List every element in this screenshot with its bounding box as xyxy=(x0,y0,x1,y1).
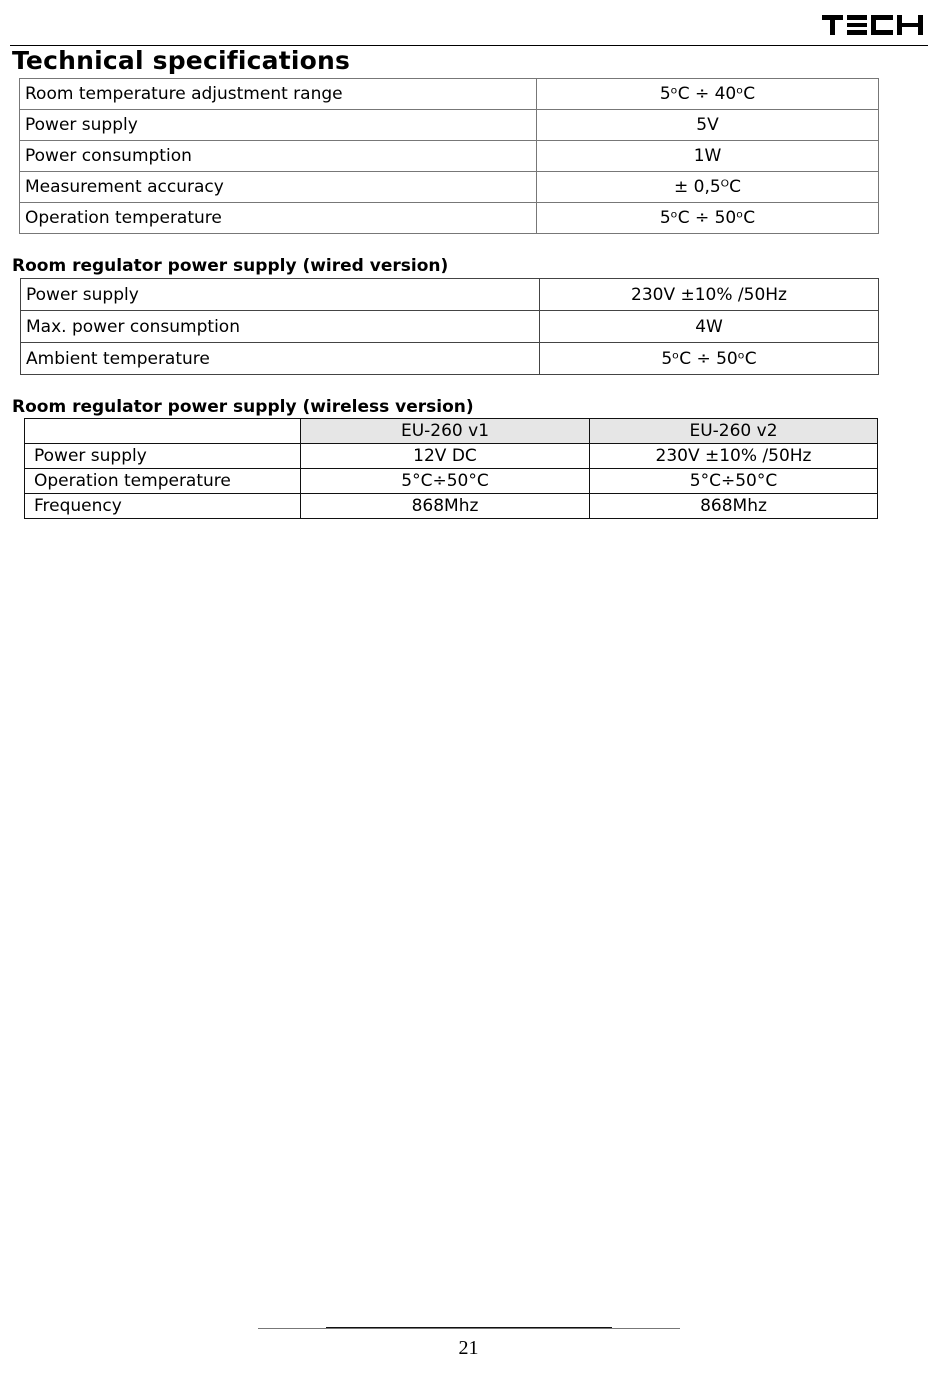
footer-rule-accent xyxy=(326,1327,612,1328)
spec-label: Measurement accuracy xyxy=(20,172,537,203)
column-header-v2: EU-260 v2 xyxy=(590,419,878,444)
wired-section-title: Room regulator power supply (wired version) xyxy=(12,256,449,276)
spec-value-v1: 868Mhz xyxy=(301,494,590,519)
table-row xyxy=(25,494,878,519)
column-header-v1: EU-260 v1 xyxy=(301,419,590,444)
spec-value: 5ᵒC ÷ 50ᵒC xyxy=(537,203,879,234)
page-number: 21 xyxy=(458,1337,479,1359)
table-row xyxy=(25,444,878,469)
spec-label: Power supply xyxy=(20,110,537,141)
spec-value: ± 0,5ᴼC xyxy=(537,172,879,203)
tech-logo xyxy=(822,12,924,38)
spec-value: 5V xyxy=(537,110,879,141)
table-row xyxy=(25,419,878,444)
spec-value: 5ᵒC ÷ 50ᵒC xyxy=(540,343,879,375)
page-title: Technical specifications xyxy=(12,46,351,75)
spec-label: Power consumption xyxy=(20,141,537,172)
wireless-power-table xyxy=(24,418,878,519)
table-row xyxy=(20,203,879,234)
table-row xyxy=(25,469,878,494)
footer-rule xyxy=(258,1328,680,1329)
spec-value: 230V ±10% /50Hz xyxy=(540,279,879,311)
spec-label: Power supply xyxy=(25,444,301,469)
wired-power-table xyxy=(20,278,879,375)
table-row xyxy=(20,172,879,203)
spec-label: Frequency xyxy=(25,494,301,519)
table-row xyxy=(21,311,879,343)
table-row xyxy=(21,343,879,375)
table-row xyxy=(20,141,879,172)
specifications-table xyxy=(19,78,879,234)
column-header-empty xyxy=(25,419,301,444)
spec-value-v2: 5°C÷50°C xyxy=(590,469,878,494)
table-row xyxy=(21,279,879,311)
table-row xyxy=(20,79,879,110)
spec-value-v1: 12V DC xyxy=(301,444,590,469)
spec-value: 1W xyxy=(537,141,879,172)
table-row xyxy=(20,110,879,141)
spec-label: Max. power consumption xyxy=(21,311,540,343)
wireless-section-title: Room regulator power supply (wireless version) xyxy=(12,397,474,417)
spec-label: Operation temperature xyxy=(25,469,301,494)
spec-value: 5ᵒC ÷ 40ᵒC xyxy=(537,79,879,110)
spec-label: Power supply xyxy=(21,279,540,311)
spec-label: Operation temperature xyxy=(20,203,537,234)
spec-value-v1: 5°C÷50°C xyxy=(301,469,590,494)
spec-value-v2: 230V ±10% /50Hz xyxy=(590,444,878,469)
spec-label: Ambient temperature xyxy=(21,343,540,375)
spec-value-v2: 868Mhz xyxy=(590,494,878,519)
spec-label: Room temperature adjustment range xyxy=(20,79,537,110)
spec-value: 4W xyxy=(540,311,879,343)
